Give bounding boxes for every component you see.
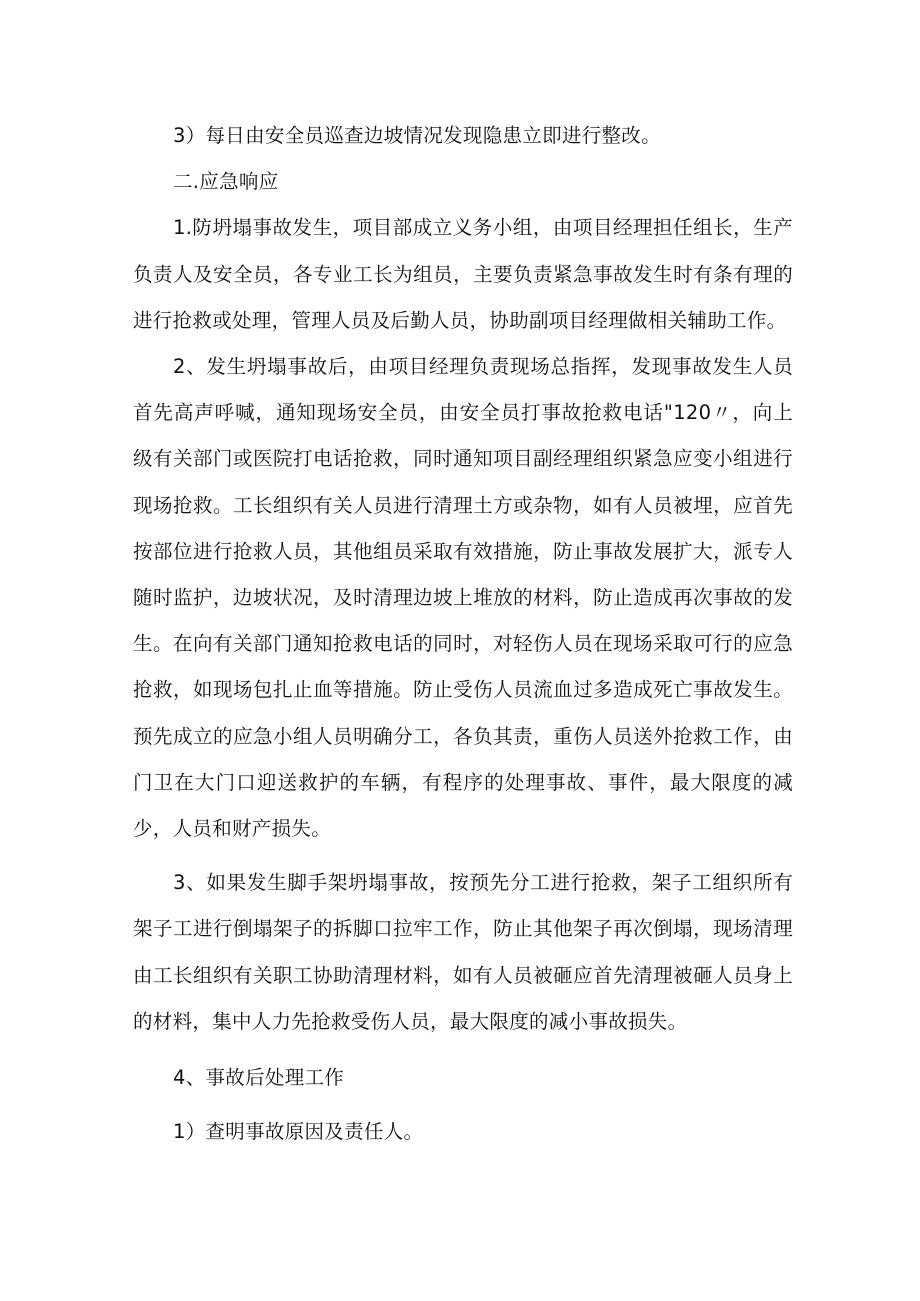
paragraph-collapse-response: 2、发生坍塌事故后，由项目经理负责现场总指挥，发现事故发生人员首先高声呼喊，通知现场安全员，由安全员打事故抢救电话"120〃，向上级有关部门或医院打电话抢救，同时通知项目副经理组织紧急应变小组进行现场抢救。工长组织有关人员进行清理土方或杂物，如有人员被埋，应首先按部位进行抢救人员，其他组员采取有效措施，防止事故发展扩大，派专人随时监护，边坡状况，及时清理边坡上堆放的材料，防止造成再次事故的发生。在向有关部门通知抢救电话的同时，对轻伤人员在现场采取可行的应急抢救，如现场包扎止血等措施。防止受伤人员流血过多造成死亡事故发生。预先成立的应急小组人员明确分工，各负其责，重伤人员送外抢救工作，由门卫在大门口迎送救护的车辆，有程序的处理事故、事件，最大限度的减少，人员和财产损失。 — [133, 355, 793, 841]
paragraph-scaffold-collapse: 3、如果发生脚手架坍塌事故，按预先分工进行抢救，架子工组织所有架子工进行倒塌架子的拆脚口拉牢工作，防止其他架子再次倒塌，现场清理由工长组织有关职工协助清理材料，如有人员被砸应首先清理被砸人员身上的材料，集中人力先抢救受伤人员，最大限度的减小事故损失。 — [133, 871, 793, 1033]
paragraph-collapse-prevention-team: 1.防坍塌事故发生，项目部成立义务小组，由项目经理担任组长，生产负责人及安全员，各专业工长为组员，主要负责紧急事故发生时有条有理的进行抢救或处理，管理人员及后勤人员，协助副项目经理做相关辅助工作。 — [133, 216, 793, 332]
list-item-daily-inspection: 3）每日由安全员巡查边坡情况发现隐患立即进行整改。 — [173, 124, 661, 147]
section-heading-emergency-response: 二.应急响应 — [173, 170, 279, 194]
list-item-investigate-cause: 1）查明事故原因及责任人。 — [173, 1120, 424, 1144]
document-body — [133, 113, 793, 1155]
subheading-post-accident-work: 4、事故后处理工作 — [173, 1066, 345, 1090]
